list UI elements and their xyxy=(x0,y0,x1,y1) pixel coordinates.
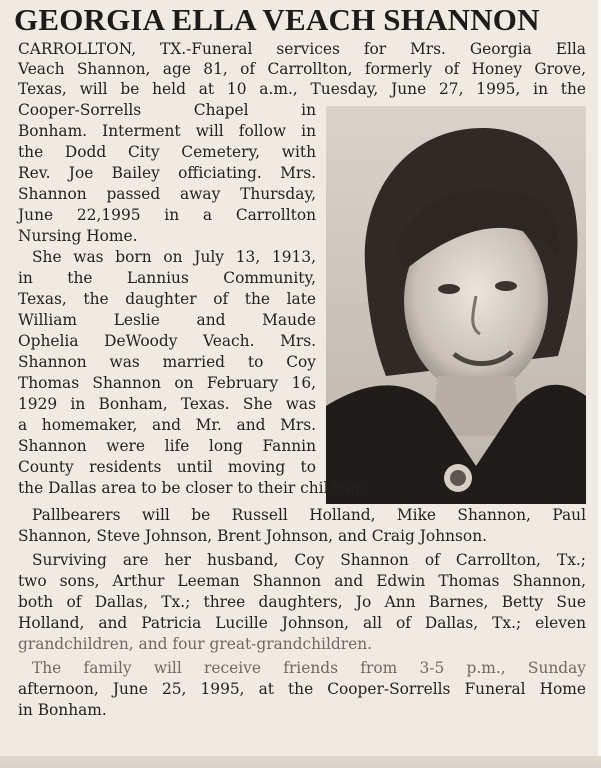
text-line: Veach Shannon, age 81, of Carrollton, formerly of Honey Grove, xyxy=(18,60,586,78)
text-line: grandchildren, and four great-grandchildren. xyxy=(18,635,373,653)
text-line: Surviving are her husband, Coy Shannon of Carrollton, Tx.; xyxy=(32,551,586,569)
text-line: Holland, and Patricia Lucille Johnson, all of Dallas, Tx.; eleven xyxy=(18,614,586,632)
text-line: Bonham. Interment will follow in xyxy=(18,122,316,140)
text-line: Cooper-Sorrells Chapel in xyxy=(18,101,316,119)
text-line: Texas, will be held at 10 a.m., Tuesday, June 27, 1995, in the xyxy=(18,80,586,98)
text-line: afternoon, June 25, 1995, at the Cooper-Sorrells Funeral Home xyxy=(18,680,586,698)
text-line: Rev. Joe Bailey officiating. Mrs. xyxy=(18,164,316,182)
text-line: Shannon, Steve Johnson, Brent Johnson, and Craig Johnson. xyxy=(18,527,487,545)
text-line: Shannon was married to Coy xyxy=(18,353,316,371)
text-line: Nursing Home. xyxy=(18,227,138,245)
text-line: Pallbearers will be Russell Holland, Mike Shannon, Paul xyxy=(32,506,586,524)
text-line: both of Dallas, Tx.; three daughters, Jo Ann Barnes, Betty Sue xyxy=(18,593,586,611)
text-line: the Dodd City Cemetery, with xyxy=(18,143,316,161)
text-line: Thomas Shannon on February 16, xyxy=(18,374,316,392)
text-line: She was born on July 13, 1913, xyxy=(32,248,316,266)
text-line: June 22,1995 in a Carrollton xyxy=(18,206,316,224)
text-line: William Leslie and Maude xyxy=(18,311,316,329)
text-line: CARROLLTON, TX.-Funeral services for Mrs. Georgia Ella xyxy=(18,40,586,58)
text-line: in Bonham. xyxy=(18,701,107,719)
obituary-headline: GEORGIA ELLA VEACH SHANNON xyxy=(14,2,540,37)
portrait-photo xyxy=(326,106,586,504)
text-line: the Dallas area to be closer to their children. xyxy=(18,479,370,497)
text-line: in the Lannius Community, xyxy=(18,269,316,287)
text-line: County residents until moving to xyxy=(18,458,316,476)
text-line: Texas, the daughter of the late xyxy=(18,290,316,308)
text-line: a homemaker, and Mr. and Mrs. xyxy=(18,416,316,434)
text-line: Shannon were life long Fannin xyxy=(18,437,316,455)
portrait-icon xyxy=(326,106,586,504)
text-line: 1929 in Bonham, Texas. She was xyxy=(18,395,316,413)
text-line: Ophelia DeWoody Veach. Mrs. xyxy=(18,332,316,350)
text-line: The family will receive friends from 3-5 p.m., Sunday xyxy=(32,659,586,677)
text-line: Shannon passed away Thursday, xyxy=(18,185,316,203)
text-line: two sons, Arthur Leeman Shannon and Edwin Thomas Shannon, xyxy=(18,572,586,590)
clipping-edge xyxy=(0,756,601,768)
